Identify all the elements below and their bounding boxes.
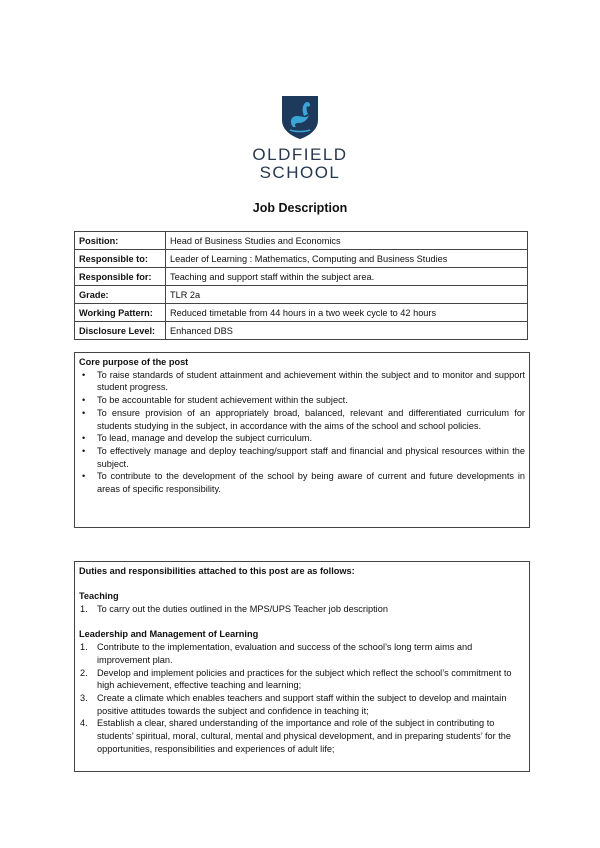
row-label: Responsible to: (75, 250, 166, 268)
core-purpose-list (79, 369, 525, 496)
row-label: Working Pattern: (75, 304, 166, 322)
row-value: TLR 2a (166, 286, 528, 304)
school-name (252, 146, 347, 182)
item-text: To carry out the duties outlined in the MPS/UPS Teacher job description (97, 604, 388, 615)
item-number: 1. (80, 642, 88, 653)
row-label: Position: (75, 232, 166, 250)
list-item (79, 692, 525, 717)
duties-box (74, 561, 530, 772)
row-value: Reduced timetable from 44 hours in a two week cycle to 42 hours (166, 304, 528, 322)
teaching-heading: Teaching (79, 591, 119, 602)
job-info-table (74, 231, 528, 340)
table-row (75, 286, 528, 304)
swan-shield-icon (280, 94, 320, 140)
document-title: Job Description (252, 201, 348, 215)
core-purpose-box (74, 352, 530, 528)
leadership-heading: Leadership and Management of Learning (79, 629, 259, 640)
list-item (79, 603, 525, 616)
school-logo (0, 94, 600, 182)
core-purpose-heading: Core purpose of the post (79, 357, 189, 367)
list-item: • To raise standards of student attainment and achievement within the subject and to monitor and support student progress. (79, 369, 525, 394)
list-item: • To be accountable for student achievement within the subject. (79, 394, 525, 407)
item-text: Establish a clear, shared understanding of the importance and role of the subject in contributing to students’ spiritual, moral, cultural, mental and physical development, and in preparing students’ for the opportunities, responsibilities and experiences of adult life; (97, 718, 512, 754)
list-item (79, 641, 525, 666)
row-label: Disclosure Level: (75, 322, 166, 340)
table-row (75, 268, 528, 286)
list-item: • To ensure provision of an appropriately broad, balanced, relevant and differentiated curriculum for students studying in the subject, in accordance with the aims of the school and school policies. (79, 407, 525, 432)
list-item (79, 717, 525, 755)
school-name-line1: OLDFIELD (252, 145, 348, 164)
item-number: 4. (80, 718, 88, 729)
school-name-line2: SCHOOL (259, 163, 341, 182)
list-item: • To effectively manage and deploy teaching/support staff and financial and physical resources within the subject. (79, 445, 525, 470)
table-row (75, 250, 528, 268)
item-text: Develop and implement policies and practices for the subject which reflect the school’s commitment to high achievement, effective teaching and learning; (97, 667, 512, 691)
table-row (75, 232, 528, 250)
table-row (75, 322, 528, 340)
row-value: Teaching and support staff within the subject area. (166, 268, 528, 286)
row-value: Leader of Learning : Mathematics, Computing and Business Studies (166, 250, 528, 268)
row-value: Head of Business Studies and Economics (166, 232, 528, 250)
row-value: Enhanced DBS (166, 322, 528, 340)
teaching-list (79, 603, 525, 616)
duties-heading: Duties and responsibilities attached to this post are as follows: (79, 566, 355, 576)
leadership-list (79, 641, 525, 755)
item-number: 3. (80, 693, 88, 703)
item-number: 1. (80, 604, 88, 615)
item-number: 2. (80, 667, 88, 678)
table-row (75, 304, 528, 322)
item-text: Create a climate which enables teachers and support staff within the subject to develop and maintain positive attitudes towards the subject and confidence in teaching it; (97, 693, 507, 716)
list-item: • To contribute to the development of the school by being aware of current and future developments in areas of specific responsibility. (79, 470, 525, 495)
list-item (79, 667, 525, 692)
list-item: • To lead, manage and develop the subject curriculum. (79, 432, 525, 445)
row-label: Grade: (75, 286, 166, 304)
row-label: Responsible for: (75, 268, 166, 286)
item-text: Contribute to the implementation, evaluation and success of the school’s long term aims and improvement plan. (97, 642, 473, 665)
